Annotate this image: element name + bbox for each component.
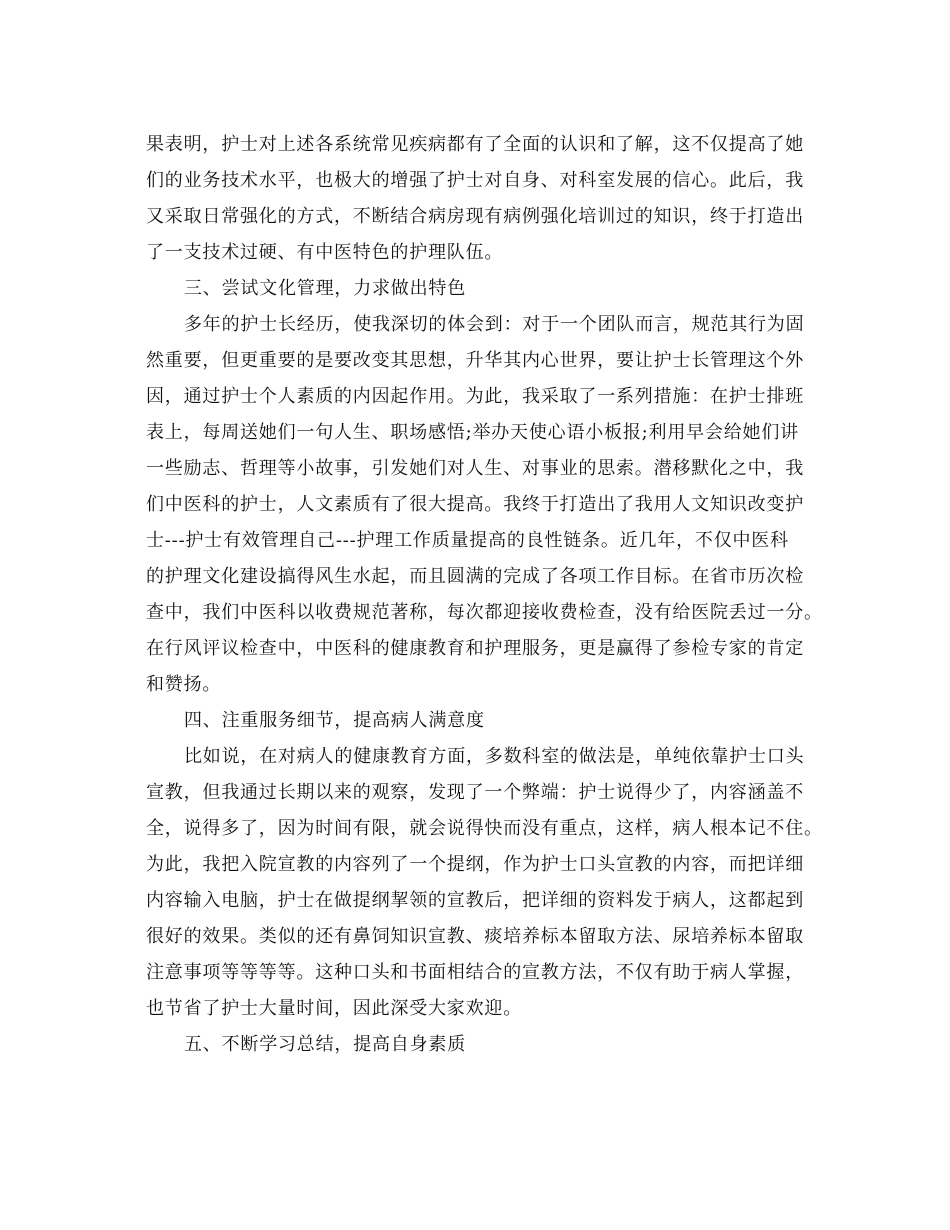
text-line: 很好的效果。类似的还有鼻饲知识宣教、痰培养标本留取方法、尿培养标本留取 [146, 926, 804, 947]
text-line: 表上，每周送她们一句人生、职场感悟;举办天使心语小板报;利用早会给她们讲 [146, 422, 799, 443]
text-line: 多年的护士长经历，使我深切的体会到：对于一个团队而言，规范其行为固 [184, 314, 805, 335]
text-line: 们中医科的护士，人文素质有了很大提高。我终于打造出了我用人文知识改变护 [146, 494, 804, 515]
text-line: 果表明，护士对上述各系统常见疾病都有了全面的认识和了解，这不仅提高了她 [146, 134, 804, 155]
text-line: 在行风评议检查中，中医科的健康教育和护理服务，更是赢得了参检专家的肯定 [146, 638, 804, 659]
text-line: 和赞扬。 [146, 674, 222, 695]
text-line: 又采取日常强化的方式，不断结合病房现有病例强化培训过的知识，终于打造出 [146, 206, 804, 227]
text-line: 然重要，但更重要的是要改变其思想，升华其内心世界，要让护士长管理这个外 [146, 350, 804, 371]
text-line: 的护理文化建设搞得风生水起，而且圆满的完成了各项工作目标。在省市历次检 [146, 566, 804, 587]
text-line: 一些励志、哲理等小故事，引发她们对人生、对事业的思索。潜移默化之中，我 [146, 458, 804, 479]
text-line: 全，说得多了，因为时间有限，就会说得快而没有重点，这样，病人根本记不住。 [146, 818, 823, 839]
text-line: 因，通过护士个人素质的内因起作用。为此，我采取了一系列措施：在护士排班 [146, 386, 804, 407]
text-line: 查中，我们中医科以收费规范著称，每次都迎接收费检查，没有给医院丢过一分。 [146, 602, 823, 623]
text-line: 了一支技术过硬、有中医特色的护理队伍。 [146, 242, 504, 263]
text-line: 比如说，在对病人的健康教育方面，多数科室的做法是，单纯依靠护士口头 [184, 746, 805, 767]
text-line: 四、注重服务细节，提高病人满意度 [184, 710, 485, 731]
text-line: 宣教，但我通过长期以来的观察，发现了一个弊端：护士说得少了，内容涵盖不 [146, 782, 804, 803]
text-line: 为此，我把入院宣教的内容列了一个提纲，作为护士口头宣教的内容，而把详细 [146, 854, 804, 875]
text-line: 内容输入电脑，护士在做提纲挈领的宣教后，把详细的资料发于病人，这都起到 [146, 890, 804, 911]
document-body [146, 127, 823, 1063]
text-line: 三、尝试文化管理，力求做出特色 [184, 278, 466, 299]
text-line: 五、不断学习总结，提高自身素质 [184, 1034, 466, 1055]
text-line: 士---护士有效管理自己---护理工作质量提高的良性链条。近几年，不仅中医科 [146, 530, 789, 551]
text-line: 注意事项等等等等。这种口头和书面相结合的宣教方法，不仅有助于病人掌握， [146, 962, 804, 983]
text-line: 也节省了护士大量时间，因此深受大家欢迎。 [146, 998, 522, 1019]
text-line: 们的业务技术水平，也极大的增强了护士对自身、对科室发展的信心。此后，我 [146, 170, 804, 191]
